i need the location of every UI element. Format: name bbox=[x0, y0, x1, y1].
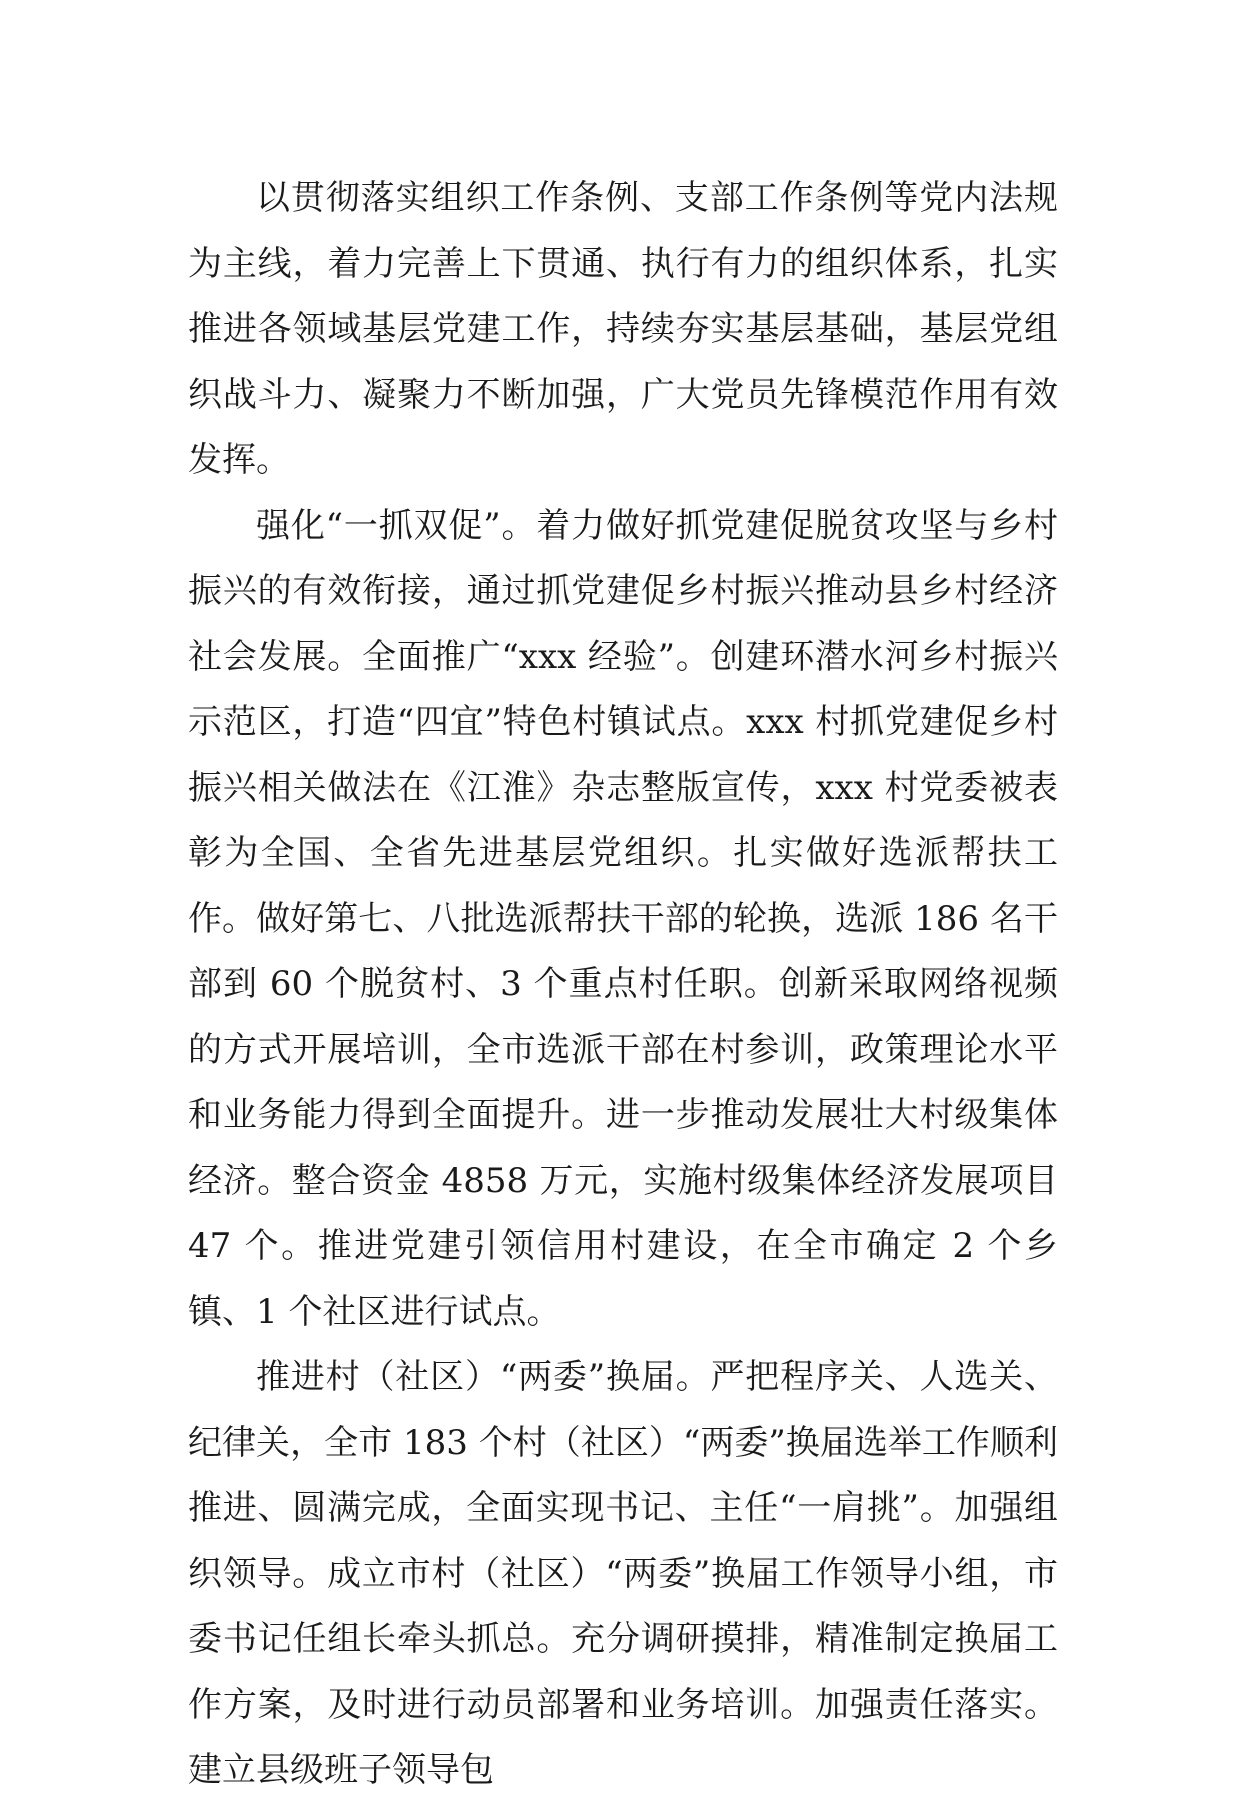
document-body bbox=[188, 166, 1058, 1804]
paragraph-village-election: 推进村（社区）“两委”换届。严把程序关、人选关、纪律关，全市 183 个村（社区）“两委”换届选举工作顺利推进、圆满完成，全面实现书记、主任“一肩挑”。加强组织领导。成立市村（社区）“两委”换届工作领导小组，市委书记任组长牵头抓总。充分调研摸排，精准制定换届工作方案，及时进行动员部署和业务培训。加强责任落实。建立县级班子领导包 bbox=[188, 1357, 1058, 1790]
paragraph-rural-revitalization: 强化“一抓双促”。着力做好抓党建促脱贫攻坚与乡村振兴的有效衔接，通过抓党建促乡村振兴推动县乡村经济社会发展。全面推广“xxx 经验”。创建环潜水河乡村振兴示范区，打造“四宜”特色村镇试点。xxx 村抓党建促乡村振兴相关做法在《江淮》杂志整版宣传，xxx 村党委被表彰为全国、全省先进基层党组织。扎实做好选派帮扶工作。做好第七、八批选派帮扶干部的轮换，选派 186 名干部到 60 个脱贫村、3 个重点村任职。创新采取网络视频的方式开展培训，全市选派干部在村参训，政策理论水平和业务能力得到全面提升。进一步推动发展壮大村级集体经济。整合资金 4858 万元，实施村级集体经济发展项目 47 个。推进党建引领信用村建设，在全市确定 2 个乡镇、1 个社区进行试点。 bbox=[188, 505, 1058, 1332]
paragraph-party-building-summary: 以贯彻落实组织工作条例、支部工作条例等党内法规为主线，着力完善上下贯通、执行有力的组织体系，扎实推进各领域基层党建工作，持续夯实基层基础，基层党组织战斗力、凝聚力不断加强，广大党员先锋模范作用有效发挥。 bbox=[188, 178, 1058, 480]
